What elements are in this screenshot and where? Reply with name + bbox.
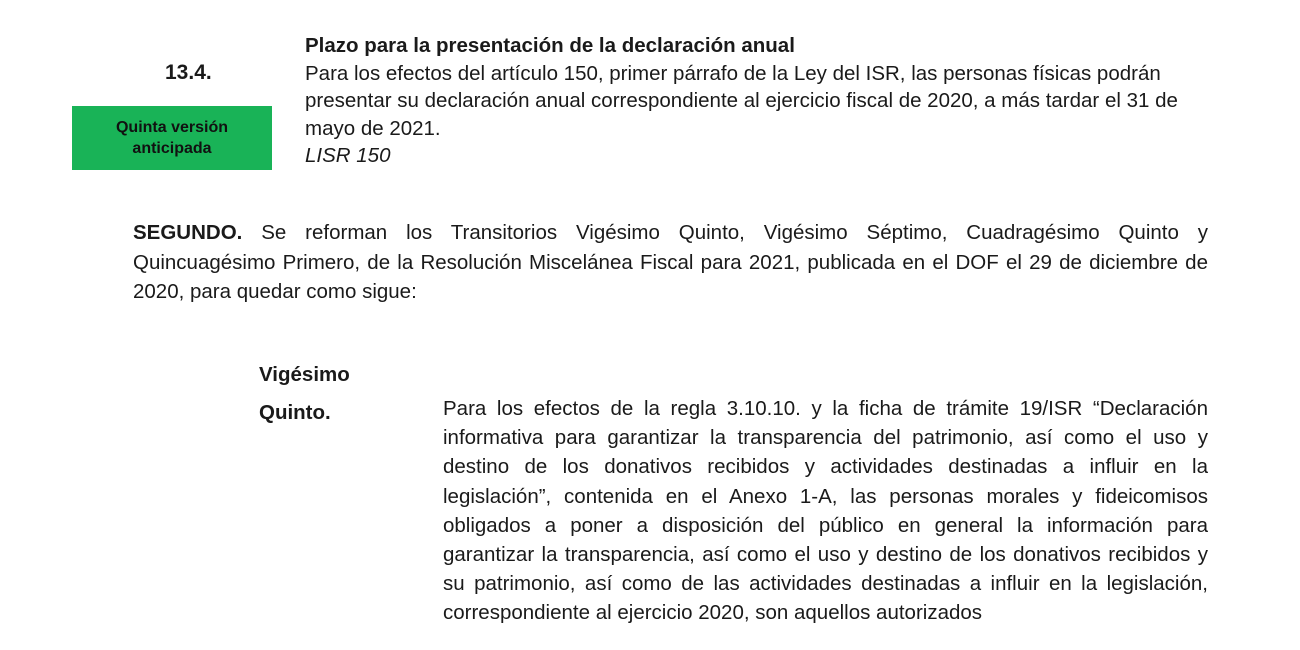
transitorio-heading-line-1: Vigésimo: [259, 363, 350, 386]
segundo-label: SEGUNDO.: [133, 221, 243, 244]
transitorio-body: Para los efectos de la regla 3.10.10. y la ficha de trámite 19/ISR “Declaración informativa para garantizar la transparencia del patrimonio, así como el uso y destino de los donativos recibidos y actividades destinadas a influir en la legislación”, contenida en el Anexo 1-A, las personas morales y fideicomisos obligados a poner a disposición del público en general la información para garantizar la transparencia, así como el uso y destino de los donativos recibidos y su patrimonio, así como de las actividades destinadas a influir en la legislación, correspondiente al ejercicio 2020, son aquellos autorizados: [443, 397, 1208, 625]
rule-number: 13.4.: [165, 61, 212, 84]
rule-reference: LISR 150: [305, 144, 391, 167]
version-badge: [72, 106, 272, 170]
badge-line-2: anticipada: [132, 140, 212, 157]
rule-body: Para los efectos del artículo 150, primer párrafo de la Ley del ISR, las personas físicas podrán presentar su declaración anual correspondiente al ejercicio fiscal de 2020, a más tardar el 31 de mayo de 2021.: [305, 61, 1178, 140]
transitorio-heading: [259, 356, 350, 432]
segundo-paragraph: [133, 218, 1208, 307]
rule-title: Plazo para la presentación de la declaración anual: [305, 34, 795, 57]
segundo-text: Se reforman los Transitorios Vigésimo Quinto, Vigésimo Séptimo, Cuadragésimo Quinto y Quincuagésimo Primero, de la Resolución Miscelánea Fiscal para 2021, publicada en el DOF el 29 de diciembre de 2020, para quedar como sigue:: [133, 221, 1208, 303]
rule-block: [305, 32, 1210, 170]
transitorio-heading-line-2: Quinto.: [259, 401, 331, 424]
badge-line-1: Quinta versión: [115, 119, 229, 136]
